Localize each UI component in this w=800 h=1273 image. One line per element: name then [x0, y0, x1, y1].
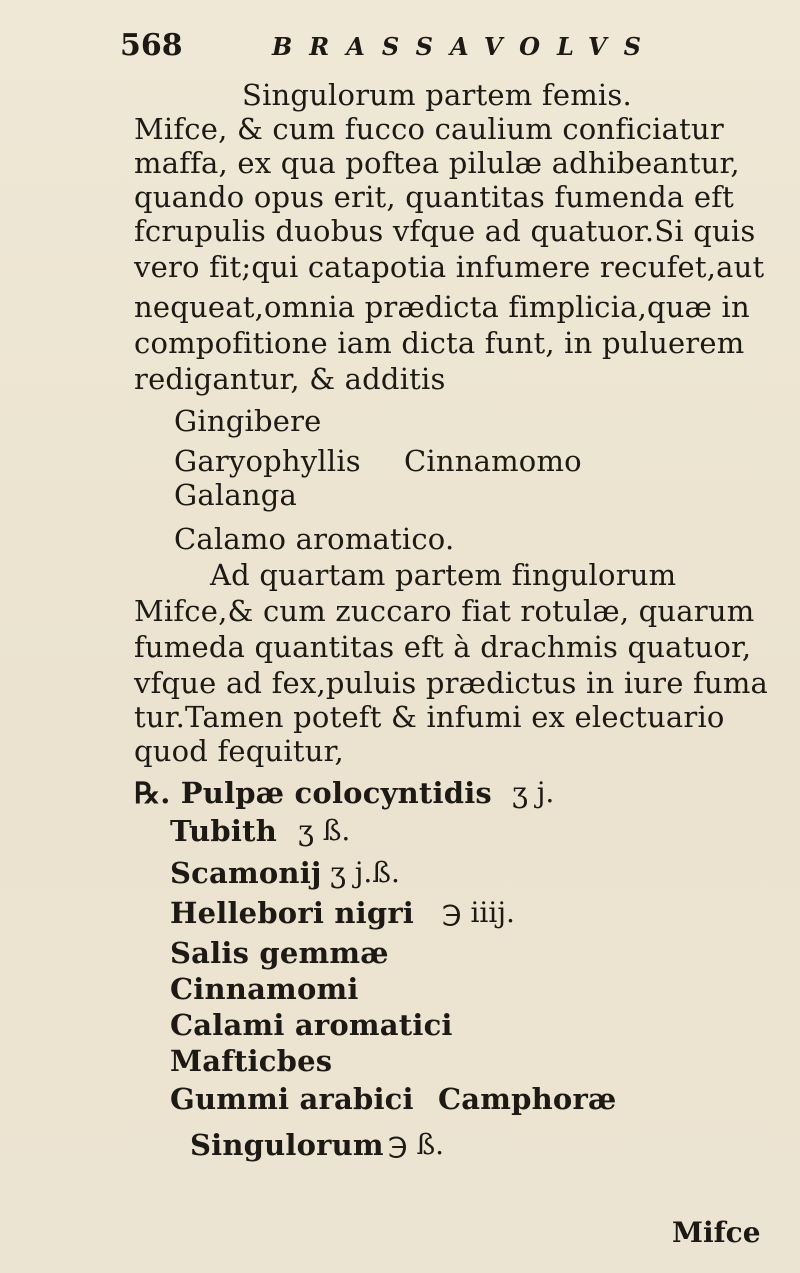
- text-line: vero fit;qui catapotia infumere recufet,aut: [134, 250, 765, 284]
- text-line: redigantur, & additis: [134, 362, 446, 396]
- recipe-line: Singulorum: [190, 1128, 384, 1162]
- running-title: BRASSAVOLVS: [272, 32, 658, 61]
- catchword: Mifce: [672, 1216, 761, 1249]
- recipe-line: Calami aromatici: [170, 1008, 453, 1042]
- ingredient-line: Galanga: [174, 478, 297, 512]
- text-line: quod fequitur,: [134, 734, 344, 768]
- ingredient-line: Gingibere: [174, 404, 322, 438]
- dose-scamonij: ʒ j.ß.: [330, 856, 400, 889]
- dose-hellebori: ℈ iiij.: [442, 896, 515, 929]
- text-line: quando opus erit, quantitas fumenda eft: [134, 180, 734, 214]
- text-line: vfque ad fex,puluis prædictus in iure fuma: [134, 666, 769, 700]
- text-line: Mifce, & cum fucco caulium conficiatur: [134, 112, 724, 146]
- dose-tubith: ʒ ß.: [298, 814, 351, 847]
- recipe-line: ℞. Pulpæ colocyntidis: [134, 776, 492, 810]
- text-line: Singulorum partem femis.: [242, 78, 632, 112]
- ingredient-line: Calamo aromatico.: [174, 522, 455, 556]
- text-line: fcrupulis duobus vfque ad quatuor.Si quis: [134, 214, 756, 248]
- recipe-line: Hellebori nigri: [170, 896, 415, 930]
- recipe-line: Salis gemmæ: [170, 936, 389, 970]
- dose-colocyntidis: ʒ j.: [512, 776, 555, 809]
- recipe-line: Gummi arabici: [170, 1082, 414, 1116]
- ingredient-line: Garyophyllis: [174, 444, 361, 478]
- text-line: fumeda quantitas eft à drachmis quatuor,: [134, 630, 752, 664]
- recipe-line: Cinnamomi: [170, 972, 359, 1006]
- text-line: maffa, ex qua poftea pilulæ adhibeantur,: [134, 146, 740, 180]
- dose-singulorum: ℈ ß.: [388, 1128, 445, 1161]
- recipe-line: Scamonij: [170, 856, 322, 890]
- ingredient-line: Cinnamomo: [404, 444, 582, 478]
- text-line: nequeat,omnia prædicta fimplicia,quæ in: [134, 290, 750, 324]
- recipe-line: Mafticbes: [170, 1044, 333, 1078]
- page-number: 568: [120, 28, 183, 63]
- text-line: Mifce,& cum zuccaro fiat rotulæ, quarum: [134, 594, 755, 628]
- recipe-line: Tubith: [170, 814, 277, 848]
- text-line: Ad quartam partem fingulorum: [210, 558, 677, 592]
- recipe-line: Camphoræ: [438, 1082, 617, 1116]
- text-line: tur.Tamen poteft & infumi ex electuario: [134, 700, 725, 734]
- text-line: compofitione iam dicta funt, in puluerem: [134, 326, 745, 360]
